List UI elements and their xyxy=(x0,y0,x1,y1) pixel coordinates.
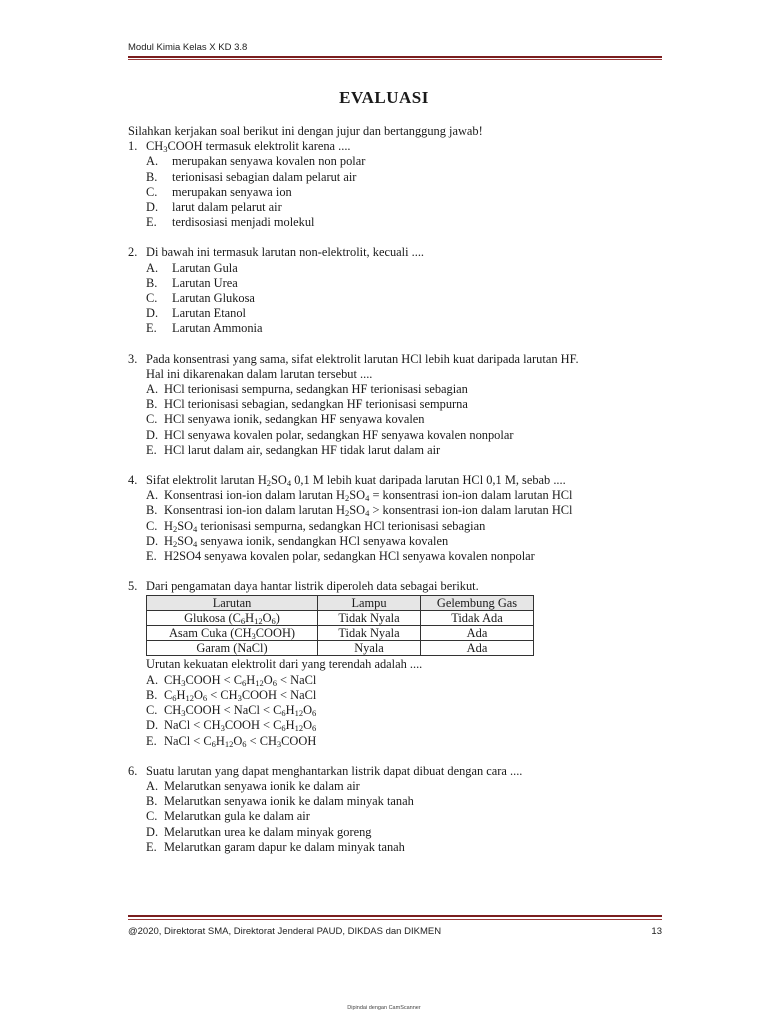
table-cell: Glukosa $(C_6H_{12}O_6)$ xyxy=(147,611,318,626)
main-content xyxy=(128,124,662,855)
table-cell: Ada xyxy=(421,641,534,656)
table-header-row xyxy=(147,596,534,611)
option-d: D. $H_2SO_4$ senyawa ionik, sendangkan HCl senyawa kovalen xyxy=(146,533,449,549)
header-rule xyxy=(128,56,662,58)
header-module: Modul Kimia Kelas X KD 3.8 xyxy=(128,42,248,53)
page-title: EVALUASI xyxy=(339,88,429,107)
question-text: Pada konsentrasi yang sama, sifat elektrolit larutan HCl lebih kuat daripada larutan HF. Hal ini dikarenakan dalam larutan tersebut .... xyxy=(146,351,579,381)
option-a: A. HCl terionisasi sempurna, sedangkan HF terionisasi sebagian xyxy=(146,382,468,397)
option-d: D. NaCl < $CH_3COOH < C_6H_{12}O_6$ xyxy=(146,718,317,734)
option-c: C. merupakan senyawa ion xyxy=(146,184,292,199)
table-row xyxy=(147,626,534,641)
table-cell: Garam (NaCl) xyxy=(147,641,318,656)
table-header: Larutan xyxy=(147,596,318,611)
question-6 xyxy=(128,764,662,855)
question-text: $CH_3COOH$ termasuk elektrolit karena .... xyxy=(146,139,351,155)
option-c: C. HCl senyawa ionik, sedangkan HF senyawa kovalen xyxy=(146,412,425,427)
option-c: C. Larutan Glukosa xyxy=(146,291,255,306)
question-text: Dari pengamatan daya hantar listrik diperoleh data sebagai berikut. xyxy=(146,579,479,594)
option-d: D. Melarutkan urea ke dalam minyak goreng xyxy=(146,824,372,839)
question-text: Di bawah ini termasuk larutan non-elektrolit, kecuali .... xyxy=(146,245,425,260)
observation-table xyxy=(146,595,534,656)
option-a: A. Melarutkan senyawa ionik ke dalam air xyxy=(146,778,360,793)
option-c: C. $CH_3COOH$ < NaCl < $C_6H_{12}O_6$ xyxy=(146,703,317,719)
table-cell: Tidak Nyala xyxy=(318,626,421,641)
question-subtext: Urutan kekuatan elektrolit dari yang terendah adalah .... xyxy=(146,657,423,672)
option-a: A. merupakan senyawa kovalen non polar xyxy=(146,154,366,169)
question-5 xyxy=(128,579,662,748)
table-cell: Nyala xyxy=(318,641,421,656)
question-text: Suatu larutan yang dapat menghantarkan listrik dapat dibuat dengan cara .... xyxy=(146,763,523,778)
table-header: Gelembung Gas xyxy=(421,596,534,611)
option-a: A. Konsentrasi ion-ion dalam larutan $H_2SO_4$ = konsentrasi ion-ion dalam larutan HCl xyxy=(146,488,573,504)
option-a: A. Larutan Gula xyxy=(146,260,238,275)
table-cell: Tidak Ada xyxy=(421,611,534,626)
question-number: 4. xyxy=(128,473,138,488)
option-b: B. Konsentrasi ion-ion dalam larutan $H_2SO_4$ > konsentrasi ion-ion dalam larutan HCl xyxy=(146,503,573,519)
option-e: E. Larutan Ammonia xyxy=(146,321,263,336)
footer-rule-thin xyxy=(128,919,662,920)
option-d: D. HCl senyawa kovalen polar, sedangkan HF senyawa kovalen nonpolar xyxy=(146,427,514,442)
table-header: Lampu xyxy=(318,596,421,611)
table-cell: Ada xyxy=(421,626,534,641)
question-number: 3. xyxy=(128,351,138,366)
option-e: E. HCl larut dalam air, sedangkan HF tidak larut dalam air xyxy=(146,442,441,457)
option-e: E. H2SO4 senyawa kovalen polar, sedangkan HCl senyawa kovalen nonpolar xyxy=(146,549,535,564)
option-d: D. larut dalam pelarut air xyxy=(146,200,282,215)
option-e: E. NaCl < $C_6H_{12}O_6$ < $CH_3COOH$ xyxy=(146,733,317,749)
scanner-watermark: Dipindai dengan CamScanner xyxy=(347,1005,421,1011)
option-b: B. Melarutkan senyawa ionik ke dalam minyak tanah xyxy=(146,794,414,809)
question-2 xyxy=(128,245,662,336)
option-e: E. terdisosiasi menjadi molekul xyxy=(146,215,315,230)
question-4 xyxy=(128,473,662,564)
question-number: 1. xyxy=(128,139,138,154)
header-rule-thin xyxy=(128,59,662,60)
question-text: Sifat elektrolit larutan $H_2SO_4$ 0,1 M lebih kuat daripada larutan HCl 0,1 M, sebab .... xyxy=(146,473,566,489)
question-1 xyxy=(128,139,662,230)
page-number: 13 xyxy=(651,926,662,937)
table-cell: Asam Cuka $(CH_3COOH)$ xyxy=(147,626,318,641)
option-b: B. Larutan Urea xyxy=(146,275,238,290)
option-c: C. $H_2SO_4$ terionisasi sempurna, sedangkan HCl terionisasi sebagian xyxy=(146,518,486,534)
table-cell: Tidak Nyala xyxy=(318,611,421,626)
table-row xyxy=(147,641,534,656)
question-3 xyxy=(128,352,662,458)
option-b: B. terionisasi sebagian dalam pelarut air xyxy=(146,169,357,184)
option-c: C. Melarutkan gula ke dalam air xyxy=(146,809,310,824)
footer-copyright: @2020, Direktorat SMA, Direktorat Jenderal PAUD, DIKDAS dan DIKMEN xyxy=(128,926,442,937)
option-a: A. $CH_3COOH < C_6H_{12}O_6$ < NaCl xyxy=(146,672,317,688)
intro-text: Silahkan kerjakan soal berikut ini dengan jujur dan bertanggung jawab! xyxy=(128,124,483,138)
question-number: 2. xyxy=(128,245,138,260)
option-b: B. HCl terionisasi sebagian, sedangkan HF terionisasi sempurna xyxy=(146,397,468,412)
option-d: D. Larutan Etanol xyxy=(146,306,246,321)
table-row xyxy=(147,611,534,626)
question-number: 6. xyxy=(128,763,138,778)
option-b: B. $C_6H_{12}O_6$ < $CH_3COOH$ < NaCl xyxy=(146,687,317,703)
option-e: E. Melarutkan garam dapur ke dalam minyak tanah xyxy=(146,839,405,854)
question-number: 5. xyxy=(128,579,138,594)
footer-rule xyxy=(128,915,662,917)
